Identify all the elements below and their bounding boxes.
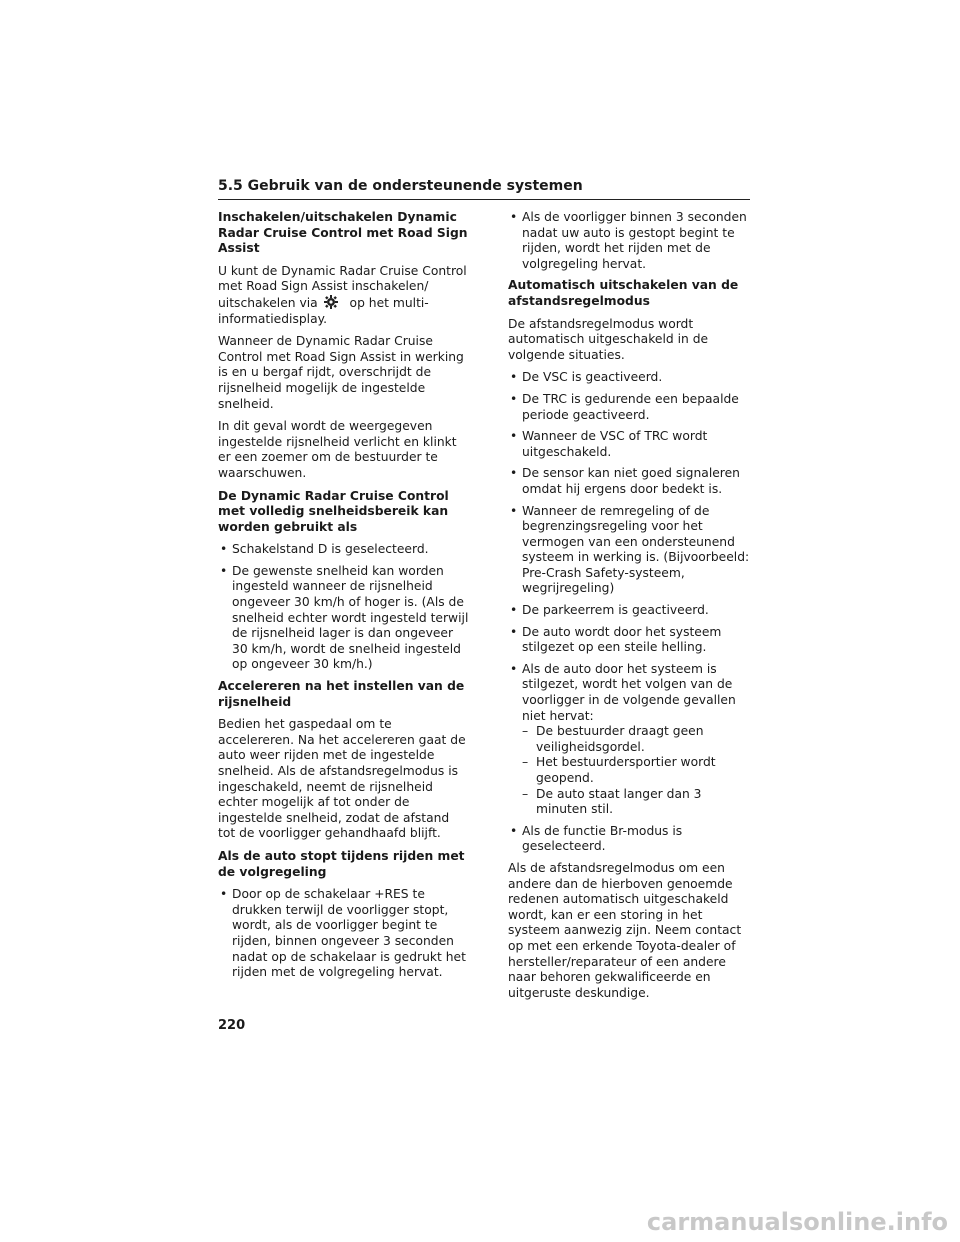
list-item: • De sensor kan niet goed signaleren omdat hij ergens door bedekt is. (508, 466, 754, 497)
paragraph-warning: In dit geval wordt de weergegeven ingestelde rijsnelheid verlicht en klinkt er een zoemer om de bestuurder te waarschuwen. (218, 419, 457, 480)
list-item: • De VSC is geactiveerd. (508, 370, 754, 386)
left-column (218, 210, 470, 987)
paragraph-malfunction: Als de afstandsregelmodus om een andere dan de hierboven genoemde redenen automatisch uitgeschakeld wordt, kan er een storing in het systeem aanwezig zijn. Neem contact op met een erkende Toyota-dealer of hersteller/reparateur of een andere naar behoren gekwalificeerde en uitgeruste deskundige. (508, 860, 742, 1000)
section-title: 5.5 Gebruik van de ondersteunende systemen (218, 178, 750, 200)
list-item: • De gewenste snelheid kan worden ingesteld wanneer de rijsnelheid ongeveer 30 km/h of hoger is. (Als de snelheid echter wordt ingesteld terwijl de rijsnelheid lager is dan ongeveer 30 km/h, wordt de snelheid ingesteld op ongeveer 30 km/h.) (218, 564, 470, 673)
list-item: • De parkeerrem is geactiveerd. (508, 603, 754, 619)
list-item: • De auto wordt door het systeem stilgezet op een steile helling. (508, 625, 754, 656)
list-item: • Schakelstand D is geselecteerd. (218, 542, 470, 558)
list-item: • Wanneer de VSC of TRC wordt uitgeschakeld. (508, 429, 754, 460)
list-item: • Als de voorligger binnen 3 seconden nadat uw auto is gestopt begint te rijden, wordt het rijden met de volgregeling hervat. (508, 210, 754, 272)
list-item: • Als de auto door het systeem is stilgezet, wordt het volgen van de voorligger in de volgende gevallen niet hervat: (508, 662, 754, 724)
heading-auto-off: Automatisch uitschakelen van de afstandsregelmodus (508, 278, 739, 308)
heading-stop: Als de auto stopt tijdens rijden met de volgregeling (218, 848, 465, 879)
list-item: • Als de functie Br-modus is geselecteerd. (508, 824, 754, 855)
sub-list-item: – Het bestuurdersportier wordt geopend. (522, 755, 716, 785)
paragraph-toggle: U kunt de Dynamic Radar Cruise Control met Road Sign Assist inschakelen/ uitschakelen via op het multi-informatiedisplay. (218, 263, 467, 326)
paragraph-accelerate: Bedien het gaspedaal om te accelereren. Na het accelereren gaat de auto weer rijden met de ingestelde snelheid. Als de afstandsregelmodus is ingeschakeld, neemt de rijsnelheid echter mogelijk af tot onder de ingestelde snelheid, zodat de afstand tot de voorligger gehandhaafd blijft. (218, 717, 466, 841)
paragraph-downhill: Wanneer de Dynamic Radar Cruise Control met Road Sign Assist in werking is en u bergaf rijdt, overschrijdt de rijsnelheid mogelijk de ingestelde snelheid. (218, 334, 464, 411)
heading-full-range: De Dynamic Radar Cruise Control met volledig snelheidsbereik kan worden gebruikt als (218, 488, 449, 534)
list-item: • Wanneer de remregeling of de begrenzingsregeling voor het vermogen van een ondersteunend systeem in werking is. (Bijvoorbeeld: Pre-Crash Safety-systeem, wegrijregeling) (508, 504, 754, 598)
list-item: • De TRC is gedurende een bepaalde periode geactiveerd. (508, 392, 754, 423)
heading-accelerate: Accelereren na het instellen van de rijsnelheid (218, 679, 465, 709)
sub-list-item: – De bestuurder draagt geen veiligheidsgordel. (522, 724, 704, 754)
paragraph-auto-off: De afstandsregelmodus wordt automatisch uitgeschakeld in de volgende situaties. (508, 316, 709, 362)
gear-icon (324, 295, 338, 309)
heading-toggle: Inschakelen/uitschakelen Dynamic Radar Cruise Control met Road Sign Assist (218, 210, 468, 256)
right-column (508, 210, 754, 1008)
sub-list-item: – De auto staat langer dan 3 minuten stil. (522, 786, 702, 817)
watermark: carmanualsonline.info (646, 1208, 948, 1236)
list-item: • Door op de schakelaar +RES te drukken terwijl de voorligger stopt, wordt, als de voorligger begint te rijden, binnen ongeveer 3 seconden nadat op de schakelaar is gedrukt het rijden met de volgregeling hervat. (218, 887, 470, 981)
page-number: 220 (218, 1018, 246, 1033)
